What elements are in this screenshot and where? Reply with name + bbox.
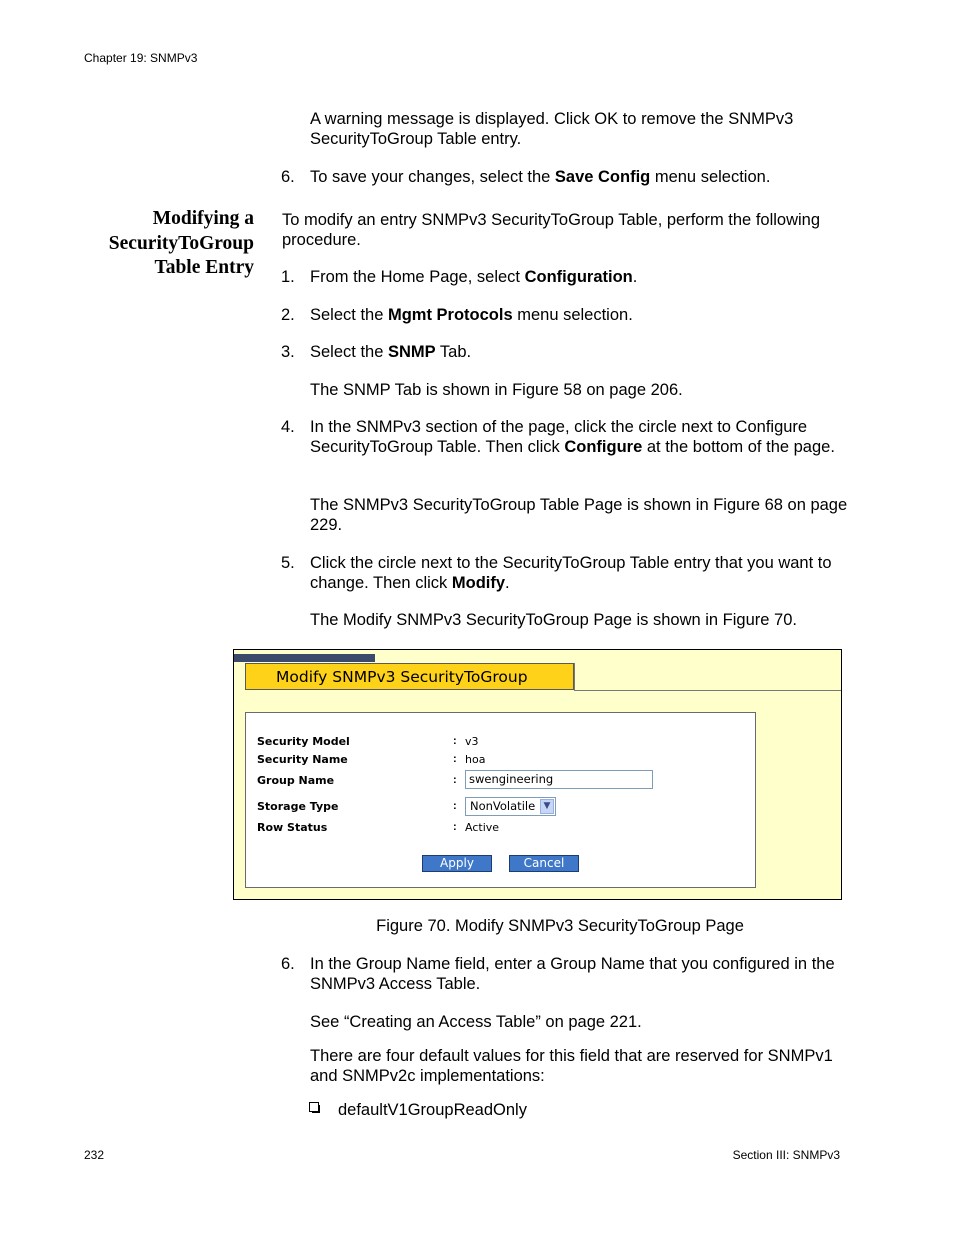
- title-bar-strip: [234, 654, 375, 662]
- tab-modify-snmpv3-securitytogroup[interactable]: Modify SNMPv3 SecurityToGroup: [245, 663, 574, 690]
- security-model-value: v3: [465, 735, 479, 748]
- step-number: 1.: [281, 268, 295, 286]
- step-5: Click the circle next to the SecurityToGroup Table entry that you want to change. Then click Modify.: [310, 554, 832, 592]
- colon: :: [453, 800, 457, 812]
- group-name-label: Group Name: [257, 774, 335, 787]
- step-number: 3.: [281, 343, 295, 361]
- storage-type-label: Storage Type: [257, 800, 339, 813]
- colon: :: [453, 735, 457, 747]
- warning-paragraph: A warning message is displayed. Click OK to remove the SNMPv3 SecurityToGroup Table entry.: [310, 110, 794, 148]
- defaults-paragraph: There are four default values for this field that are reserved for SNMPv1 and SNMPv2c implementations:: [310, 1047, 833, 1085]
- group-name-input[interactable]: swengineering: [465, 770, 653, 789]
- colon: :: [453, 821, 457, 833]
- section-heading: Modifying a SecurityToGroup Table Entry: [108, 208, 254, 278]
- step-6-group-name: In the Group Name field, enter a Group Name that you configured in the SNMPv3 Access Table.: [310, 955, 835, 993]
- security-name-value: hoa: [465, 753, 486, 766]
- colon: :: [453, 753, 457, 765]
- chapter-header: Chapter 19: SNMPv3: [84, 51, 198, 65]
- security-name-label: Security Name: [257, 753, 348, 766]
- step-number: 4.: [281, 418, 295, 436]
- section-footer: Section III: SNMPv3: [732, 1148, 840, 1162]
- figure-caption: Figure 70. Modify SNMPv3 SecurityToGroup Page: [376, 917, 744, 935]
- step-2: Select the Mgmt Protocols menu selection.: [310, 306, 633, 324]
- step-4-note: The SNMPv3 SecurityToGroup Table Page is shown in Figure 68 on page 229.: [310, 496, 848, 534]
- step-number: 6.: [281, 955, 295, 973]
- row-status-label: Row Status: [257, 821, 328, 834]
- see-reference: See “Creating an Access Table” on page 221.: [310, 1013, 642, 1031]
- step-4: In the SNMPv3 section of the page, click the circle next to Configure SecurityToGroup Table. Then click Configure at the bottom of the page.: [310, 418, 835, 456]
- save-config-step: To save your changes, select the Save Config menu selection.: [310, 168, 771, 186]
- step-1: From the Home Page, select Configuration.: [310, 268, 638, 286]
- page-number: 232: [84, 1148, 105, 1162]
- security-model-label: Security Model: [257, 735, 350, 748]
- colon: :: [453, 774, 457, 786]
- bullet-item: defaultV1GroupReadOnly: [338, 1101, 527, 1119]
- step-number: 5.: [281, 554, 295, 572]
- cancel-button[interactable]: Cancel: [509, 855, 579, 872]
- apply-button[interactable]: Apply: [422, 855, 492, 872]
- step-3: Select the SNMP Tab.: [310, 343, 472, 361]
- section-lead: To modify an entry SNMPv3 SecurityToGroup Table, perform the following procedure.: [282, 211, 821, 249]
- modify-securitytogroup-screenshot: [233, 649, 842, 900]
- step-number: 2.: [281, 306, 295, 324]
- tab-divider: [574, 663, 575, 691]
- checkbox-bullet-icon: [309, 1102, 319, 1112]
- step-5-note: The Modify SNMPv3 SecurityToGroup Page is shown in Figure 70.: [310, 611, 797, 629]
- tab-underline: [574, 690, 841, 691]
- form-panel: [245, 712, 756, 888]
- chevron-down-icon[interactable]: ▼: [540, 799, 554, 814]
- row-status-value: Active: [465, 821, 500, 834]
- step-3-note: The SNMP Tab is shown in Figure 58 on page 206.: [310, 381, 683, 399]
- storage-type-select[interactable]: [465, 797, 556, 816]
- storage-type-value: NonVolatile: [470, 799, 536, 813]
- step-number: 6.: [281, 168, 295, 186]
